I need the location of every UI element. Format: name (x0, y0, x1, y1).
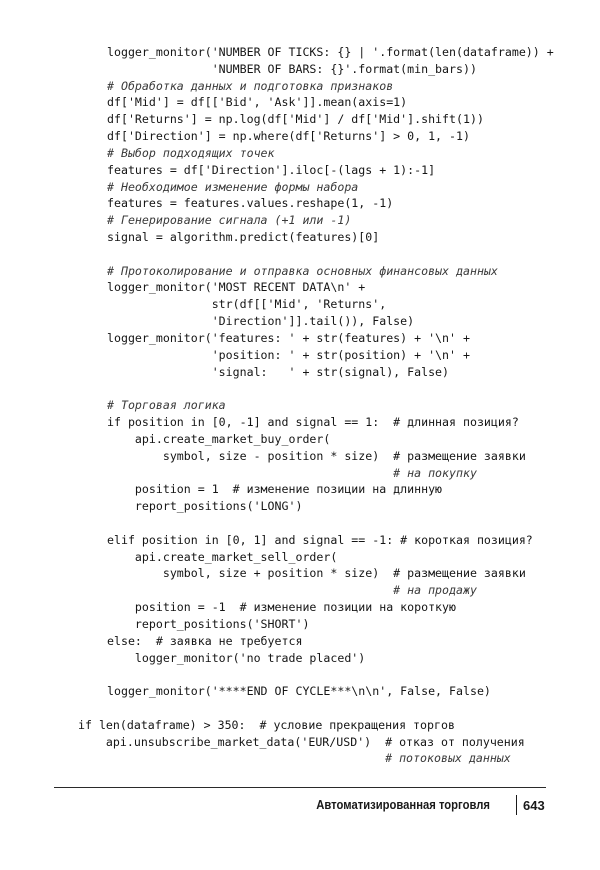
code-line: df['Mid'] = df[['Bid', 'Ask']].mean(axis=1) (107, 95, 408, 110)
code-line: str(df[['Mid', 'Returns', (107, 297, 387, 312)
code-line: symbol, size - position * size) # размещение заявки (107, 448, 526, 463)
code-line: symbol, size + position * size) # размещение заявки (107, 566, 526, 581)
code-line: df['Returns'] = np.log(df['Mid'] / df['Mid'].shift(1)) (107, 112, 484, 127)
code-line: logger_monitor('features: ' + str(features) + '\n' + (107, 330, 470, 345)
code-line: # потоковых данных (78, 751, 511, 766)
code-line: else: # заявка не требуется (107, 633, 303, 648)
code-line: 'Direction']].tail()), False) (107, 314, 415, 329)
code-line: if len(dataframe) > 350: # условие прекращения торгов (78, 717, 455, 732)
code-line: features = df['Direction'].iloc[-(lags + 1):-1] (107, 162, 436, 177)
code-line: api.create_market_sell_order( (107, 549, 338, 564)
footer-divider (54, 787, 546, 788)
code-line: # Выбор подходящих точек (107, 145, 275, 160)
footer-section-title: Автоматизированная торговля (316, 798, 490, 812)
code-line: logger_monitor('NUMBER OF TICKS: {} | '.format(len(dataframe)) + (107, 45, 554, 59)
code-line: # Обработка данных и подготовка признаков (107, 78, 394, 93)
code-line: logger_monitor('****END OF CYCLE***\n\n', False, False) (107, 684, 491, 699)
code-line: report_positions('LONG') (107, 499, 303, 514)
code-line: # Торговая логика (107, 398, 226, 413)
code-line: # Протоколирование и отправка основных финансовых данных (107, 263, 498, 278)
code-line: # на покупку (107, 465, 477, 480)
code-line: # Необходимое изменение формы набора (107, 179, 359, 194)
code-line: logger_monitor('no trade placed') (107, 650, 366, 665)
code-line: api.unsubscribe_market_data('EUR/USD') # отказ от получения (78, 734, 525, 749)
footer-separator (516, 795, 517, 815)
code-line: signal = algorithm.predict(features)[0] (107, 230, 380, 245)
code-line: 'signal: ' + str(signal), False) (107, 364, 450, 379)
code-line: report_positions('SHORT') (107, 616, 310, 631)
code-line: features = features.values.reshape(1, -1) (107, 196, 394, 211)
page-number: 643 (523, 798, 545, 813)
code-line: # на продажу (107, 583, 477, 598)
code-line: # Генерирование сигнала (+1 или -1) (107, 213, 352, 228)
code-line: api.create_market_buy_order( (107, 431, 331, 446)
code-line: 'NUMBER OF BARS: {}'.format(min_bars)) (107, 61, 477, 76)
code-line: logger_monitor('MOST RECENT DATA\n' + (107, 280, 366, 295)
code-line: position = 1 # изменение позиции на длинную (107, 482, 443, 497)
code-line: df['Direction'] = np.where(df['Returns'] > 0, 1, -1) (107, 129, 470, 144)
code-line: elif position in [0, 1] and signal == -1: # короткая позиция? (107, 532, 533, 547)
code-line: if position in [0, -1] and signal == 1: # длинная позиция? (107, 415, 519, 430)
code-line: 'position: ' + str(position) + '\n' + (107, 347, 470, 362)
code-line: position = -1 # изменение позиции на короткую (107, 600, 457, 615)
